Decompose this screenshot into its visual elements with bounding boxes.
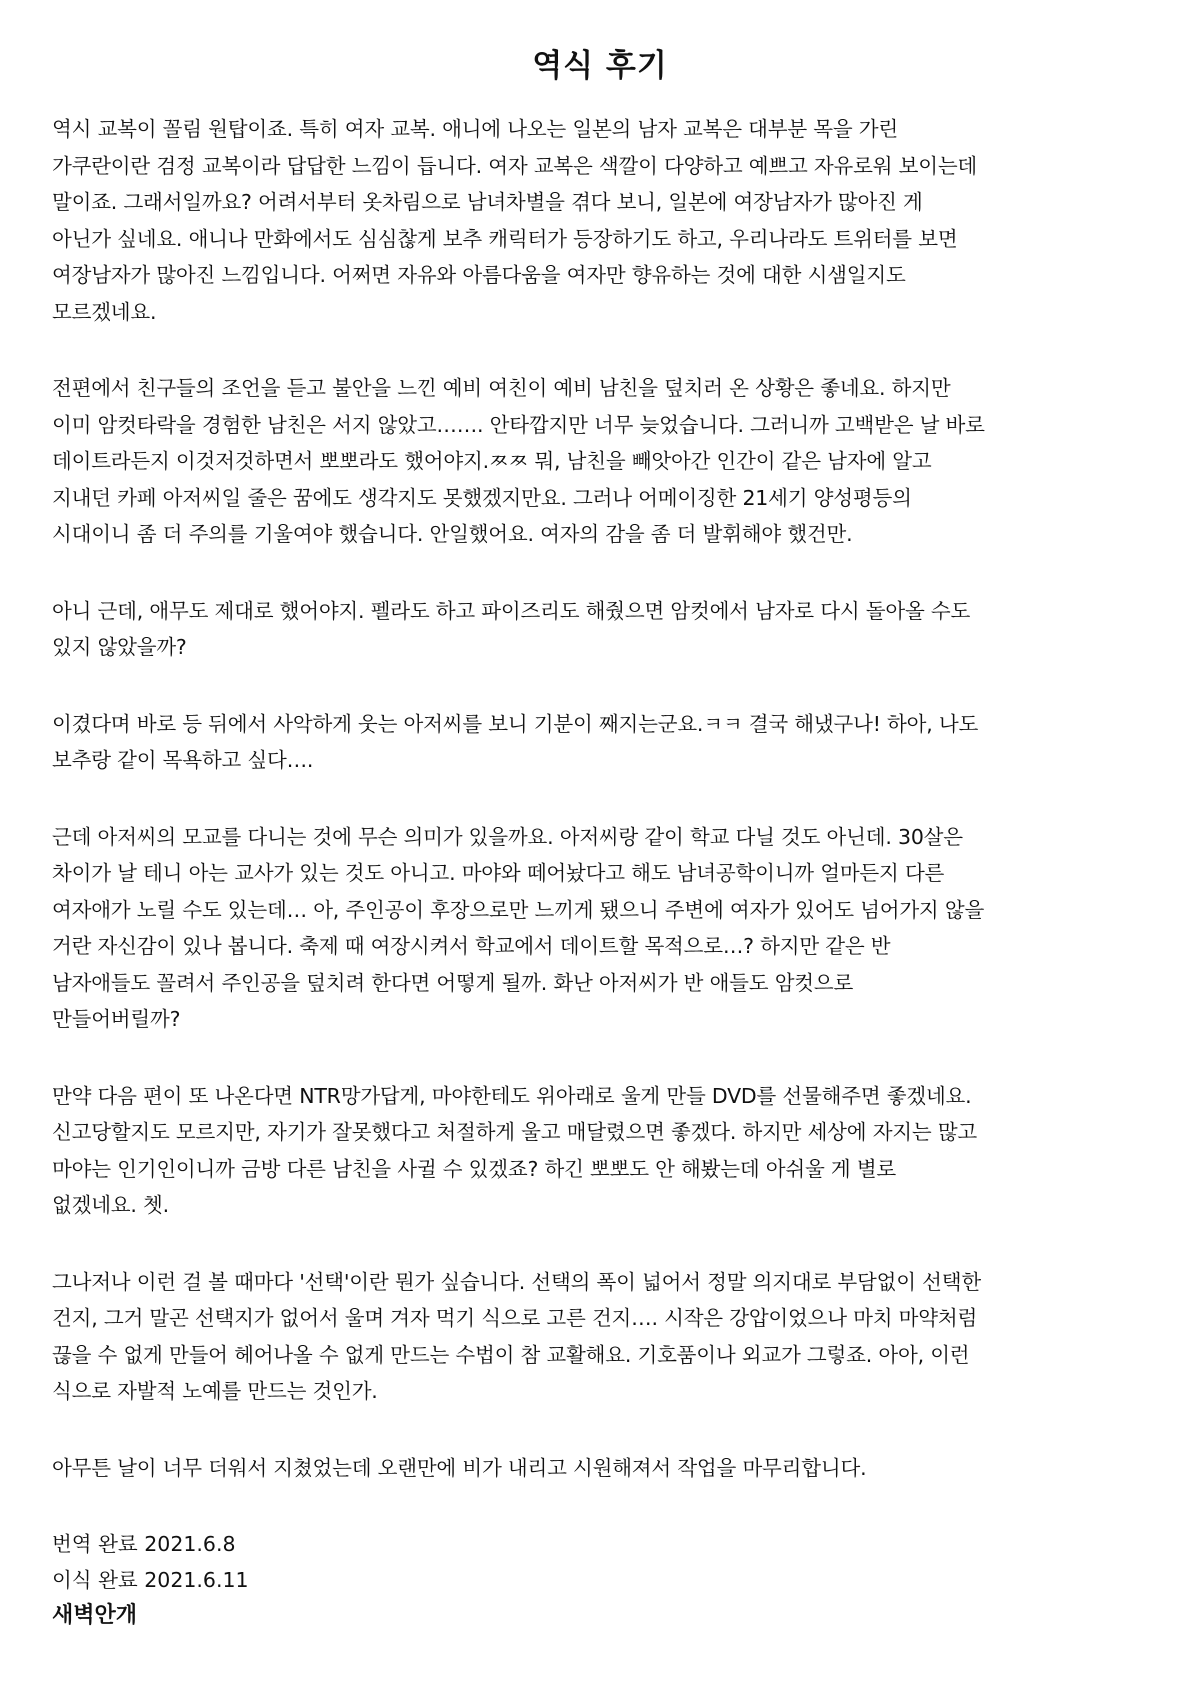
paragraph-3: 아니 근데, 애무도 제대로 했어야지. 펠라도 하고 파이즈리도 해줬으면 암컷에서 남자로 다시 돌아올 수도 있지 않았을까? (52, 598, 971, 659)
paragraph-8: 아무튼 날이 너무 더워서 지쳤었는데 오랜만에 비가 내리고 시원해져서 작업을 마무리합니다. (52, 1455, 867, 1480)
paragraph-1: 역시 교복이 꼴림 원탑이죠. 특히 여자 교복. 애니에 나오는 일본의 남자 교복은 대부분 목을 가린 가쿠란이란 검정 교복이라 답답한 느낌이 듭니다. 여자 교복은 색깔이 다양하고 예쁘고 자유로워 보이는데 말이죠. 그래서일까요? 어려서부터 옷차림으로 남녀차별을 겪다 보니, 일본에 여장남자가 많아진 게 아닌가 싶네요. 애니나 만화에서도 심심찮게 보추 캐릭터가 등장하기도 하고, 우리나라도 트위터를 보면 여장남자가 많아진 느낌입니다. 어쩌면 자유와 아름다움을 여자만 향유하는 것에 대한 시샘일지도 모르겠네요. (52, 117, 978, 324)
paragraph-7: 그나저나 이런 걸 볼 때마다 '선택'이란 뭔가 싶습니다. 선택의 폭이 넓어서 정말 의지대로 부담없이 선택한 건지, 그거 말곤 선택지가 없어서 울며 겨자 먹기 식으로 고른 건지…. 시작은 강압이었으나 마치 마약처럼 끊을 수 없게 만들어 헤어나올 수 없게 만드는 수법이 참 교활해요. 기호품이나 외교가 그렇죠. 아아, 이런 식으로 자발적 노예를 만드는 것인가. (52, 1269, 981, 1403)
paragraph-6: 만약 다음 편이 또 나온다면 NTR망가답게, 마야한테도 위아래로 울게 만들 DVD를 선물해주면 좋겠네요. 신고당할지도 모르지만, 자기가 잘못했다고 처절하게 울고 매달렸으면 좋겠다. 하지만 세상에 자지는 많고 마야는 인기인이니까 금방 다른 남친을 사귈 수 있겠죠? 하긴 뽀뽀도 안 해봤는데 아쉬울 게 별로 없겠네요. 쳇. (52, 1083, 978, 1217)
translation-date: 번역 완료 2021.6.8 (52, 1532, 236, 1556)
paragraph-2: 전편에서 친구들의 조언을 듣고 불안을 느낀 예비 여친이 예비 남친을 덮치러 온 상황은 좋네요. 하지만 이미 암컷타락을 경험한 남친은 서지 않았고……. 안타깝지만 너무 늦었습니다. 그러니까 고백받은 날 바로 데이트라든지 이것저것하면서 뽀뽀라도 했어야지.ㅉㅉ 뭐, 남친을 빼앗아간 인간이 같은 남자에 알고 지내던 카페 아저씨일 줄은 꿈에도 생각지도 못했겠지만요. 그러나 어메이징한 21세기 양성평등의 시대이니 좀 더 주의를 기울여야 했습니다. 안일했어요. 여자의 감을 좀 더 발휘해야 했건만. (52, 376, 985, 546)
typesetting-date: 이식 완료 2021.6.11 (52, 1568, 249, 1592)
translator-signature: 새벽안개 (52, 1603, 138, 1628)
credits-footer (52, 1526, 1148, 1634)
body-text (52, 111, 1148, 1486)
page-title: 역식 후기 (532, 48, 668, 84)
paragraph-5: 근데 아저씨의 모교를 다니는 것에 무슨 의미가 있을까요. 아저씨랑 같이 학교 다닐 것도 아닌데. 30살은 차이가 날 테니 아는 교사가 있는 것도 아니고. 마야와 떼어놨다고 해도 남녀공학이니까 얼마든지 다른 여자애가 노릴 수도 있는데… 아, 주인공이 후장으로만 느끼게 됐으니 주변에 여자가 있어도 넘어가지 않을 거란 자신감이 있나 봅니다. 축제 때 여장시켜서 학교에서 데이트할 목적으로…? 하지만 같은 반 남자애들도 꼴려서 주인공을 덮치려 한다면 어떻게 될까. 화난 아저씨가 반 애들도 암컷으로 만들어버릴까? (52, 824, 985, 1031)
paragraph-4: 이겼다며 바로 등 뒤에서 사악하게 웃는 아저씨를 보니 기분이 째지는군요.ㅋㅋ 결국 해냈구나! 하아, 나도 보추랑 같이 목욕하고 싶다…. (52, 711, 979, 772)
